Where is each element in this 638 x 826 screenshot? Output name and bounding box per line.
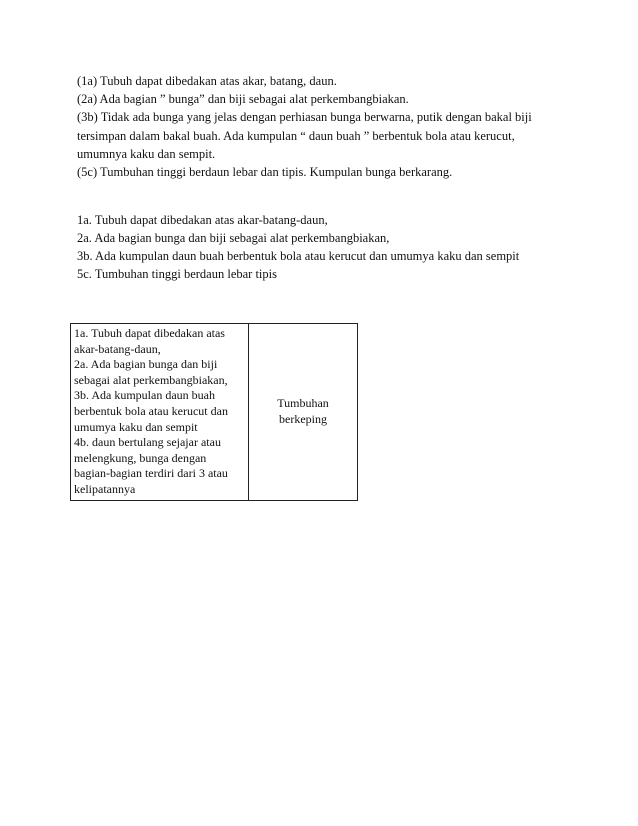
cell-line: melengkung, bunga dengan xyxy=(74,450,207,465)
cell-line: 1a. Tubuh dapat dibedakan atas xyxy=(74,326,225,340)
cell-line: berbentuk bola atau kerucut dan xyxy=(74,403,228,418)
text-line: 2a. Ada bagian bunga dan biji sebagai alat perkembangbiakan, xyxy=(77,231,390,245)
table-cell-classification xyxy=(249,324,358,501)
cell-line: bagian-bagian terdiri dari 3 atau xyxy=(74,466,228,481)
text-line: (1a) Tubuh dapat dibedakan atas akar, batang, daun. xyxy=(77,74,337,88)
text-line: 5c. Tumbuhan tinggi berdaun lebar tipis xyxy=(77,267,277,281)
text-line: tersimpan dalam bakal buah. Ada kumpulan “ daun buah ” berbentuk bola atau kerucut, xyxy=(77,128,515,143)
table-row xyxy=(71,324,358,501)
cell-line: Tumbuhan xyxy=(277,396,329,411)
text-line: (2a) Ada bagian ” bunga” dan biji sebagai alat perkembangbiakan. xyxy=(77,92,409,107)
paragraph-key-descriptions xyxy=(77,72,547,181)
cell-line: 4b. daun bertulang sejajar atau xyxy=(74,435,221,450)
text-line: 1a. Tubuh dapat dibedakan atas akar-batang-daun, xyxy=(77,213,328,227)
cell-line: 2a. Ada bagian bunga dan biji xyxy=(74,357,218,372)
text-line: (3b) Tidak ada bunga yang jelas dengan perhiasan bunga berwarna, putik dengan bakal biji xyxy=(77,110,532,125)
cell-line: umumya kaku dan sempit xyxy=(74,419,198,434)
text-line: 3b. Ada kumpulan daun buah berbentuk bola atau kerucut dan umumya kaku dan sempit xyxy=(77,249,520,263)
text-line: umumnya kaku dan sempit. xyxy=(77,146,216,161)
table-cell-characteristics xyxy=(71,324,249,501)
cell-line: berkeping xyxy=(279,411,327,426)
cell-line: akar-batang-daun, xyxy=(74,341,161,356)
cell-line: kelipatannya xyxy=(74,481,136,496)
cell-line: 3b. Ada kumpulan daun buah xyxy=(74,388,215,403)
text-line: (5c) Tumbuhan tinggi berdaun lebar dan tipis. Kumpulan bunga berkarang. xyxy=(77,165,453,180)
identification-key-table xyxy=(70,323,358,501)
paragraph-key-summary xyxy=(77,211,557,283)
cell-line: sebagai alat perkembangbiakan, xyxy=(74,372,228,387)
